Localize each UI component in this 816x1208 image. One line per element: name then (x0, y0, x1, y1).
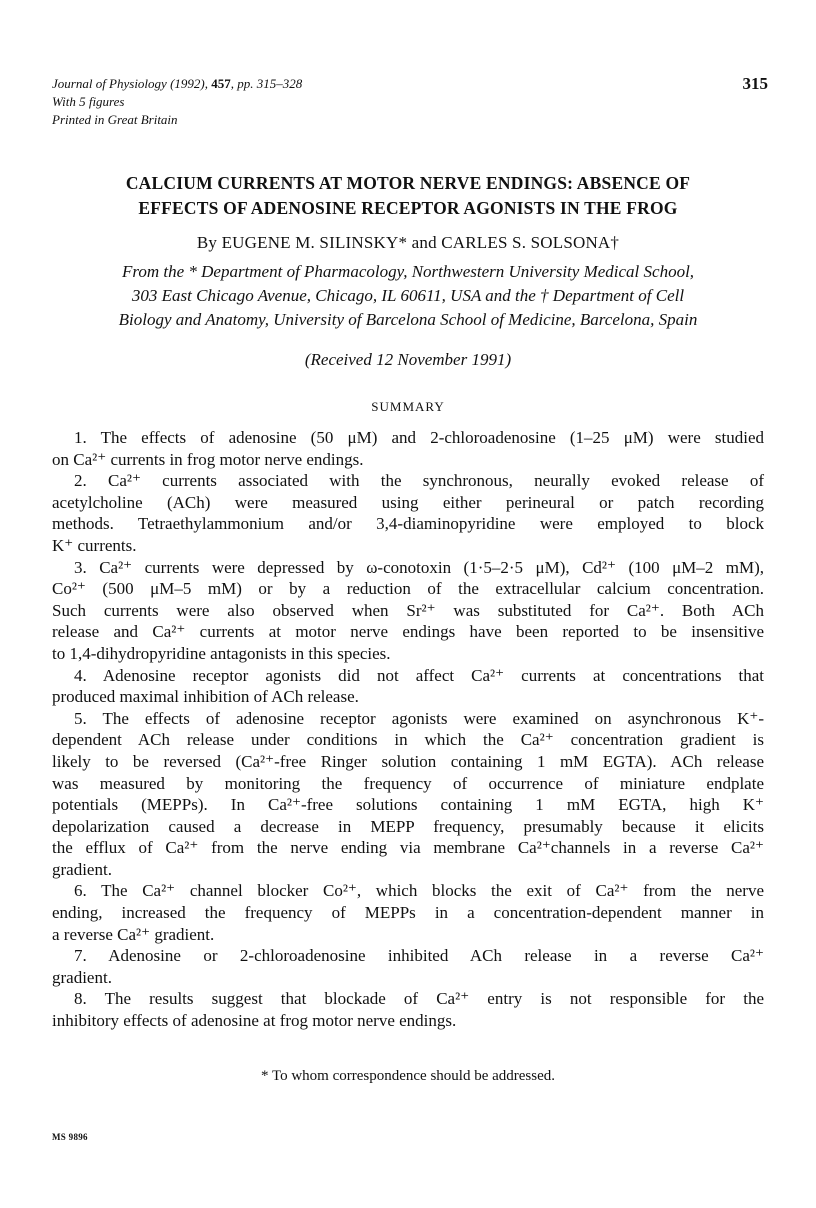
journal-line-1: Journal of Physiology (1992), 457, pp. 315–328 (52, 76, 303, 91)
summary-paragraph-3 (52, 557, 764, 665)
text-line: likely to be reversed (Ca²⁺-free Ringer solution containing 1 mM EGTA). ACh release (52, 751, 764, 771)
summary-paragraph-1 (52, 427, 764, 470)
text-line: 4. Adenosine receptor agonists did not affect Ca²⁺ currents at concentrations that (74, 665, 764, 685)
journal-line-3: Printed in Great Britain (52, 112, 178, 127)
text-line: 1. The effects of adenosine (50 μM) and 2-chloroadenosine (1–25 μM) were studied (74, 428, 764, 447)
author-line (52, 233, 764, 253)
affiliation-line-3: Biology and Anatomy, University of Barcelona School of Medicine, Barcelona, Spain (118, 310, 698, 329)
text-line: Co²⁺ (500 μM–5 mM) or by a reduction of the extracellular calcium concentration. (52, 579, 764, 599)
summary-heading: SUMMARY (371, 399, 445, 414)
journal-citation (52, 75, 302, 129)
text-line: potentials (MEPPs). In Ca²⁺-free solutions containing 1 mM EGTA, high K⁺ (52, 795, 764, 815)
text-line: release and Ca²⁺ currents at motor nerve endings have been reported to be insensitive (52, 622, 764, 642)
text-line: Such currents were also observed when Sr²⁺ was substituted for Ca²⁺. Both ACh (52, 600, 764, 620)
journal-volume: 457 (211, 76, 231, 91)
text-line: a reverse Ca²⁺ gradient. (52, 924, 215, 944)
text-line: 6. The Ca²⁺ channel blocker Co²⁺, which blocks the exit of Ca²⁺ from the nerve (74, 881, 764, 901)
affiliation-line-1: From the * Department of Pharmacology, Northwestern University Medical School, (121, 262, 695, 281)
summary-paragraph-4 (52, 665, 764, 708)
title-line-2: EFFECTS OF ADENOSINE RECEPTOR AGONISTS IN THE FROG (138, 198, 678, 218)
summary-paragraph-7 (52, 945, 764, 988)
text-line: inhibitory effects of adenosine at frog motor nerve endings. (52, 1011, 457, 1031)
affiliation-line-2: 303 East Chicago Avenue, Chicago, IL 60611, USA and the † Department of Cell (131, 286, 685, 305)
page-number: 315 (742, 74, 768, 93)
author-names: EUGENE M. SILINSKY* and CARLES S. SOLSONA† (221, 233, 620, 252)
text-line: dependent ACh release under conditions in which the Ca²⁺ concentration gradient is (52, 730, 764, 750)
text-line: 3. Ca²⁺ currents were depressed by ω-conotoxin (1·5–2·5 μM), Cd²⁺ (100 μM–2 mM), (74, 557, 764, 577)
text-line: ending, increased the frequency of MEPPs in a concentration-dependent manner in (52, 903, 764, 923)
summary-paragraph-2 (52, 470, 764, 556)
text-line: was measured by monitoring the frequency of occurrence of miniature endplate (52, 773, 764, 793)
manuscript-number: MS 9896 (52, 1132, 88, 1142)
title-line-1: CALCIUM CURRENTS AT MOTOR NERVE ENDINGS: ABSENCE OF (125, 173, 691, 193)
text-line: produced maximal inhibition of ACh release. (52, 687, 359, 707)
text-line: 7. Adenosine or 2-chloroadenosine inhibited ACh release in a reverse Ca²⁺ (74, 946, 764, 966)
text-line: gradient. (52, 967, 112, 987)
text-line: 8. The results suggest that blockade of Ca²⁺ entry is not responsible for the (74, 989, 764, 1009)
correspondence-footnote: * To whom correspondence should be addressed. (260, 1068, 556, 1084)
summary-paragraph-5 (52, 708, 764, 881)
summary-paragraph-8 (52, 988, 764, 1031)
text-line: methods. Tetraethylammonium and/or 3,4-diaminopyridine were employed to block (52, 514, 764, 534)
by-label: By (196, 233, 218, 252)
text-line: the efflux of Ca²⁺ from the nerve ending via membrane Ca²⁺channels in a reverse Ca²⁺ (52, 838, 764, 858)
text-line: gradient. (52, 859, 112, 879)
text-line: 2. Ca²⁺ currents associated with the synchronous, neurally evoked release of (74, 471, 764, 491)
text-line: to 1,4-dihydropyridine antagonists in this species. (52, 643, 391, 663)
text-line: depolarization caused a decrease in MEPP frequency, presumably because it elicits (52, 816, 764, 836)
text-line: acetylcholine (ACh) were measured using either perineural or patch recording (52, 492, 764, 512)
text-line: 5. The effects of adenosine receptor agonists were examined on asynchronous K⁺- (74, 708, 764, 728)
text-line: K⁺ currents. (52, 535, 137, 555)
text-line: on Ca²⁺ currents in frog motor nerve endings. (52, 449, 364, 469)
summary-paragraph-6 (52, 880, 764, 945)
article-title (52, 171, 764, 221)
journal-line-2: With 5 figures (52, 94, 125, 109)
received-date: (Received 12 November 1991) (304, 350, 512, 369)
affiliations (52, 260, 764, 332)
summary-body (52, 427, 764, 1032)
